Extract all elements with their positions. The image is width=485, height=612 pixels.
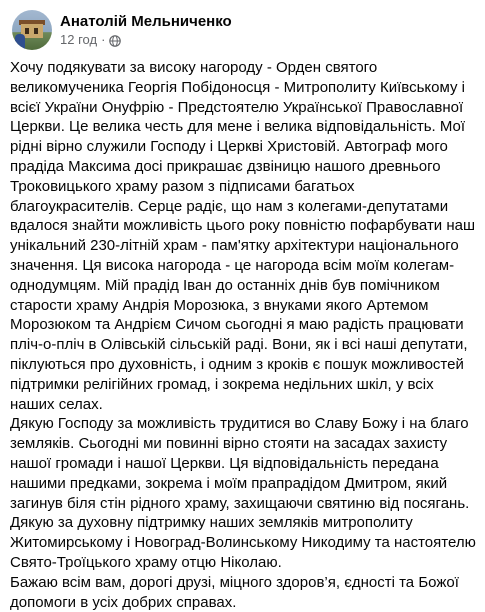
post-text-line: Морозюком та Андрієм Сичом сьогодні я маю радість працювати bbox=[10, 316, 464, 334]
globe-icon[interactable] bbox=[109, 34, 121, 46]
post-text-line: унікальний 230-літній храм - пам'ятку архітектури національного bbox=[10, 237, 459, 255]
avatar-person-shape bbox=[15, 34, 25, 50]
post-text-line: підтримки релігійних громад, і зокрема недільних шкіл, у всіх bbox=[10, 375, 434, 393]
avatar[interactable] bbox=[12, 10, 52, 50]
post-header bbox=[12, 9, 232, 51]
post-text-line: благоукрасителів. Серце радіє, що нам з колегами-депутатами bbox=[10, 197, 449, 215]
post-text-line: Дякую за духовну підтримку наших земляків митрополиту bbox=[10, 514, 413, 532]
avatar-window-shape bbox=[34, 28, 38, 34]
post-text-line: Свято-Троїцького храму отцю Ніколаю. bbox=[10, 553, 282, 571]
post-text-line: значення. Ця висока нагорода - це нагорода всім моїм колегам- bbox=[10, 256, 455, 274]
post-text-line: старости храму Андрія Морозюка, з внуками якого Артемом bbox=[10, 296, 429, 314]
post-text-line: нашої громади і нашої Церкви. Ця відповідальність передана bbox=[10, 454, 439, 472]
post-text-line: вдалося знайти можливість цього року повністю пофарбувати наш bbox=[10, 217, 476, 235]
post-text bbox=[10, 58, 476, 612]
post-text-line: прадіда Максима досі прикрашає дзвіницю нашого древнього bbox=[10, 157, 441, 175]
post-text-line: загинув біля стін рідного храму, захищаючи святиню від посягань. bbox=[10, 494, 470, 512]
post-text-line: великомученика Георгія Побідоносця - Митрополиту Київському і bbox=[10, 78, 465, 96]
post-text-line: рідні вірно служили Господу і Церкві Христовій. Автограф мого bbox=[10, 138, 448, 156]
post-text-line: піклуються про духовність, і одним з кроків є пошук можливостей bbox=[10, 355, 464, 373]
post-meta bbox=[60, 12, 232, 48]
post-text-line: Троковицького храму разом з підписами багатьох bbox=[10, 177, 355, 195]
post-text-line: пліч-о-пліч в Олівській сільській раді. Вони, як і всі наші депутати, bbox=[10, 336, 468, 354]
post-text-line: Церкви. Це велика честь для мене і велика відповідальність. Мої bbox=[10, 118, 466, 136]
avatar-window-shape bbox=[25, 28, 29, 34]
post-text-line: наших селах. bbox=[10, 395, 103, 413]
post-timestamp[interactable]: 12 год bbox=[60, 32, 98, 47]
post-text-line: Хочу подякувати за високу нагороду - Орден святого bbox=[10, 59, 378, 76]
post-text-line: Житомирському і Новоград-Волинському Никодиму та настоятелю bbox=[10, 534, 476, 552]
post-text-line: Дякую Господу за можливість трудитися во Славу Божу і на благо bbox=[10, 415, 469, 433]
post-text-line: однодумцям. Мій прадід Іван до останніх днів був помічником bbox=[10, 276, 440, 294]
post-text-line: Бажаю всім вам, дорогі друзі, міцного здоров’я, єдності та Божої bbox=[10, 573, 459, 591]
separator-dot: · bbox=[101, 32, 106, 47]
post-text-line: земляків. Сьогодні ми повинні вірно стояти на засадах захисту bbox=[10, 435, 448, 453]
post-subline bbox=[60, 31, 232, 48]
post-text-line: всієї України Онуфрію - Предстоятелю Української Православної bbox=[10, 98, 464, 116]
post-text-line: допомоги в усіх добрих справах. bbox=[10, 593, 237, 611]
author-name[interactable]: Анатолій Мельниченко bbox=[60, 13, 232, 30]
post-text-line: нашими предками, зокрема і моїм прапрадідом Дмитром, який bbox=[10, 474, 448, 492]
